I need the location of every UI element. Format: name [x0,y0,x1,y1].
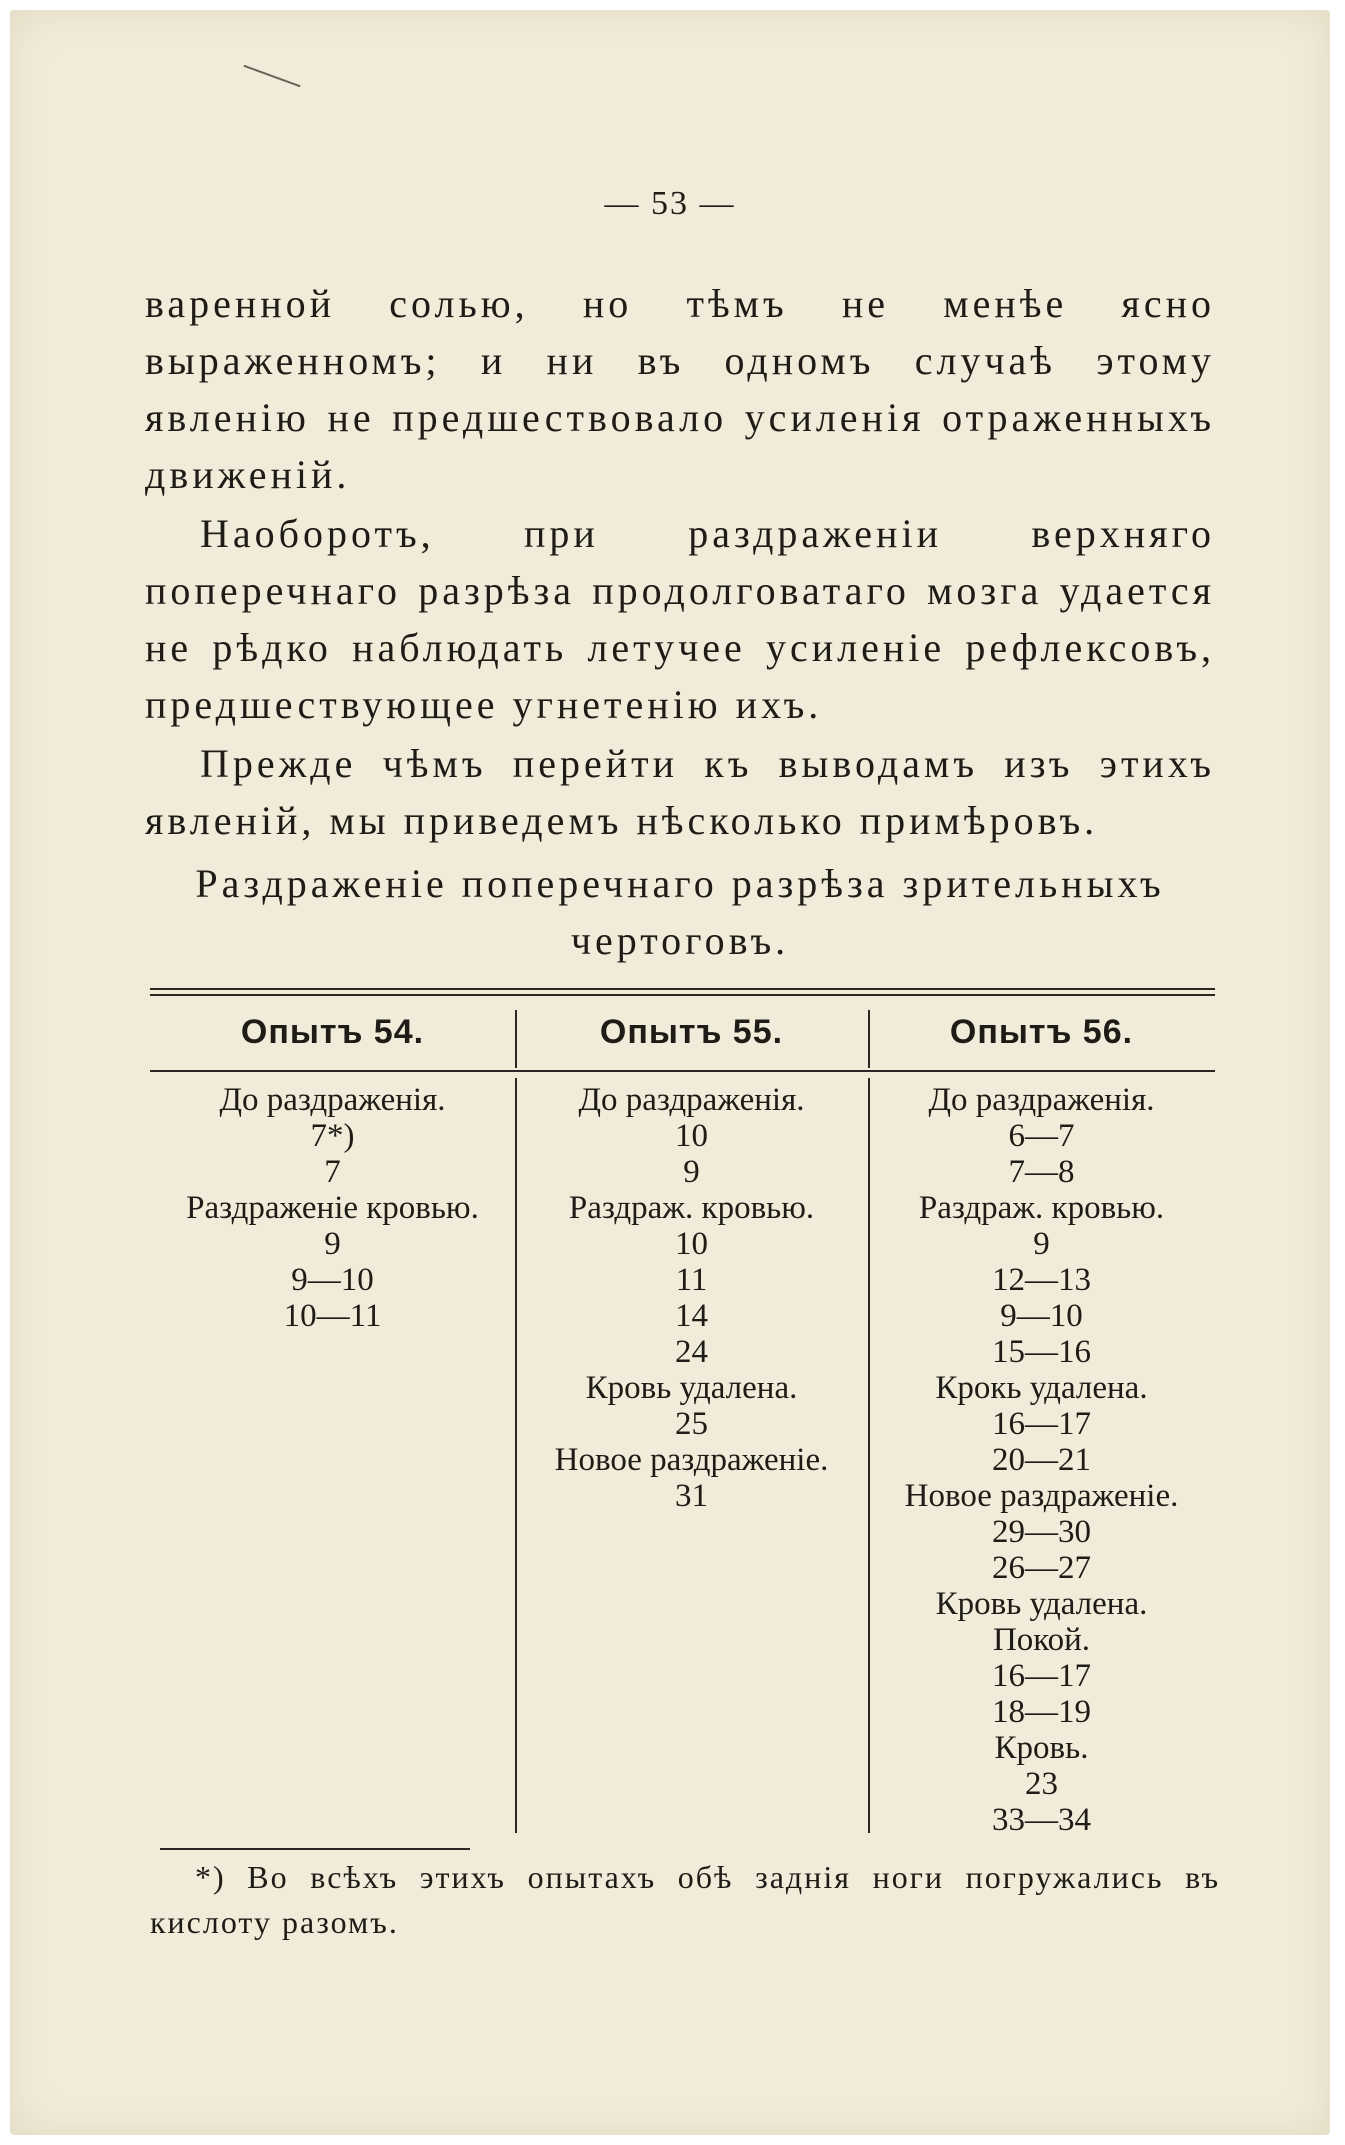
table-cell: 15—16 [992,1334,1091,1370]
table-column-experiment-55 [515,995,868,1835]
footnote-text: *) Во всѣхъ этихъ опытахъ обѣ заднія ноги погружались въ кислоту разомъ. [150,1859,1220,1940]
table-cell: 26—27 [992,1550,1091,1586]
table-cell: 24 [675,1334,708,1370]
table-cell: 7 [324,1154,341,1190]
table-cell: 25 [675,1406,708,1442]
table-cell: До раздраженія. [928,1082,1155,1118]
paragraph-text: Прежде чѣмъ перейти къ выводамъ изъ этихъ явленій, мы приведемъ нѣсколько примѣровъ. [145,741,1215,843]
column-header: Опытъ 56. [949,1013,1134,1051]
table-cell: Новое раздраженіе. [904,1478,1179,1514]
table-cell: 9 [683,1154,700,1190]
pen-mark [243,65,300,87]
footnote-rule [160,1848,470,1850]
table-cell: 9—10 [1000,1298,1083,1334]
table-cell: 10—11 [283,1298,382,1334]
table-cell: Раздраженіе кровью. [186,1190,479,1226]
table-cell: 10 [675,1118,708,1154]
paragraph-1 [145,275,1215,503]
paragraph-2 [145,505,1215,733]
table-cell: 18—19 [992,1694,1091,1730]
paragraph-text: варенной солью, но тѣмъ не менѣе ясно выраженномъ; и ни въ одномъ случаѣ этому явленію не предшествовало усиленія отраженныхъ движеній. [145,281,1215,497]
paragraph-text: Наоборотъ, при раздраженіи верхняго поперечнаго разрѣза продолговатаго мозга удается не рѣдко наблюдать летучее усиленіе рефлексовъ, предшествующее угнетенію ихъ. [145,511,1215,727]
column-values [868,1082,1215,1838]
section-title-line-1: Раздраженіе поперечнаго разрѣза зрительныхъ [195,861,1165,906]
table-cell: Новое раздраженіе. [554,1442,829,1478]
column-header: Опытъ 54. [240,1013,425,1051]
table-column-experiment-54 [150,995,515,1835]
table-cell: 12—13 [992,1262,1091,1298]
table-cell: Кровь удалена. [935,1586,1148,1622]
table-cell: 20—21 [992,1442,1091,1478]
table-column-experiment-56 [868,995,1215,1838]
experiment-table [150,995,1215,1838]
page-number: — 53 — [604,185,736,222]
table-cell: Раздраж. кровью. [918,1190,1165,1226]
table-cell: 16—17 [992,1658,1091,1694]
table-top-rule-1 [150,988,1215,990]
table-cell: Раздраж. кровью. [568,1190,815,1226]
table-cell: До раздраженія. [578,1082,805,1118]
table-cell: 10 [675,1226,708,1262]
table-cell: 23 [1025,1766,1058,1802]
section-title [145,855,1215,969]
table-cell: Кровь удалена. [585,1370,798,1406]
table-cell: 16—17 [992,1406,1091,1442]
paragraph-3 [145,735,1215,849]
table-cell: 9 [1033,1226,1050,1262]
table-cell: 33—34 [992,1802,1091,1838]
table-cell: 6—7 [1008,1118,1075,1154]
table-cell: Кровь. [994,1730,1089,1766]
footnote [150,1855,1220,1945]
table-cell: 9 [324,1226,341,1262]
table-cell: 29—30 [992,1514,1091,1550]
column-header: Опытъ 55. [599,1013,784,1051]
table-cell: 11 [675,1262,708,1298]
table-cell: 14 [675,1298,708,1334]
table-cell: 9—10 [291,1262,374,1298]
column-values [515,1082,868,1514]
table-cell: 7—8 [1008,1154,1075,1190]
table-cell: До раздраженія. [219,1082,446,1118]
table-cell: Покой. [992,1622,1091,1658]
column-values [150,1082,515,1334]
table-cell: 31 [675,1478,708,1514]
table-cell: 7*) [310,1118,355,1154]
table-cell: Крокь удалена. [935,1370,1148,1406]
book-page [10,10,1330,2135]
section-title-line-2: чертоговъ. [570,918,790,963]
